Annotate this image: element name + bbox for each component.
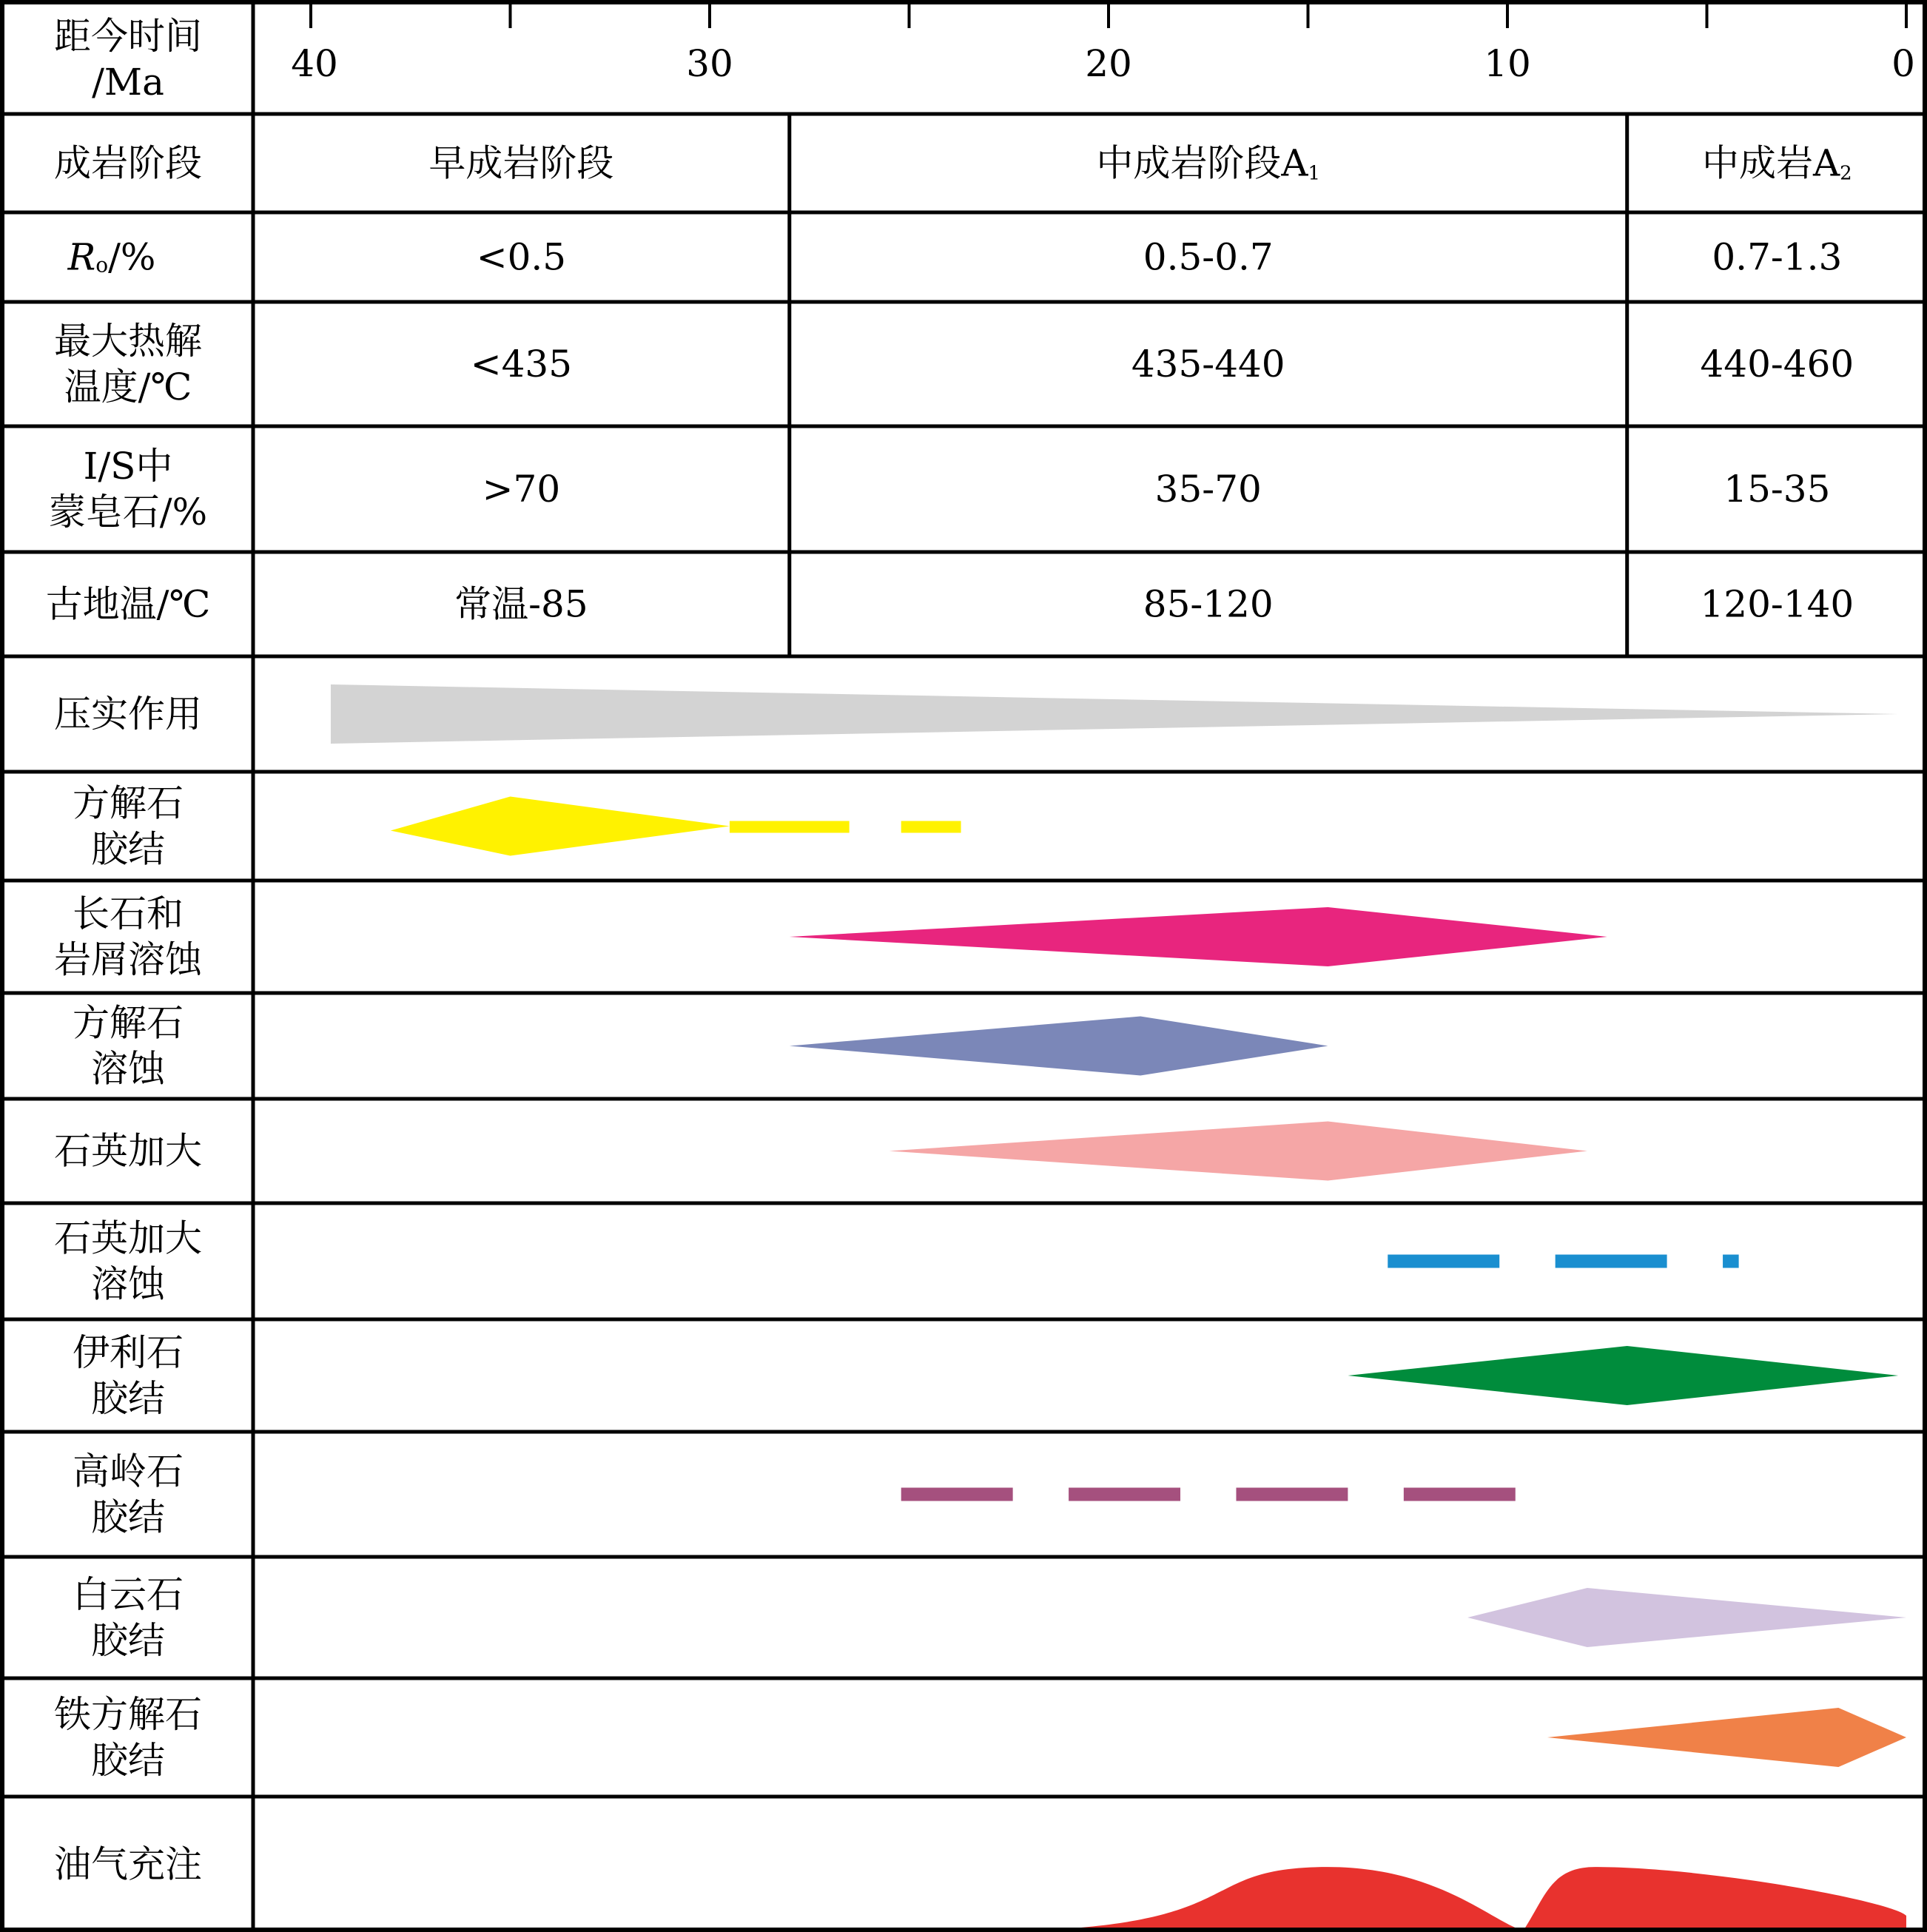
- stage-cell: 中成岩$A_2$: [1702, 141, 1852, 185]
- process-lens: [790, 1017, 1328, 1076]
- process-label-feldspar-dissolution-line-2: 岩屑溶蚀: [54, 938, 202, 981]
- process-mark-feldspar-dissolution: [790, 907, 1607, 966]
- process-label-hydrocarbon-charging-line-1: 油气充注: [54, 1842, 202, 1886]
- stage-row-label-line-2: 蒙皂石/%: [48, 491, 208, 534]
- time-axis-label-line-1: 距今时间: [54, 15, 202, 58]
- time-tick-label: 20: [1085, 42, 1132, 85]
- process-mark-dolomite-cementation: [1467, 1588, 1906, 1647]
- time-axis-label-line-2: /Ma: [92, 61, 164, 104]
- stage-cell: >70: [482, 468, 561, 511]
- stage-cell: 85-120: [1143, 582, 1274, 626]
- process-lens: [889, 1122, 1587, 1181]
- process-label-calcite-dissolution-line-1: 方解石: [73, 1001, 184, 1045]
- process-dash: [1556, 1255, 1667, 1268]
- process-rows: [54, 684, 1906, 1931]
- process-label-dolomite-cementation-line-2: 胶结: [91, 1619, 165, 1662]
- process-mark-calcite-cementation: [391, 797, 961, 856]
- stage-cell: 中成岩阶段$A_1$: [1096, 141, 1321, 185]
- process-dash: [730, 821, 850, 833]
- process-label-calcite-cementation-line-1: 方解石: [73, 781, 184, 825]
- stage-cell: 早成岩阶段: [428, 141, 614, 185]
- process-mark-compaction: [331, 684, 1898, 744]
- process-label-quartz-overgrowth-dissolution-line-1: 石英加大: [54, 1216, 202, 1260]
- time-tick-label: 10: [1484, 42, 1531, 85]
- process-lens: [790, 907, 1607, 966]
- process-label-illite-cementation-line-2: 胶结: [91, 1377, 165, 1420]
- process-label-calcite-dissolution-line-2: 溶蚀: [91, 1047, 165, 1091]
- time-axis-header: [54, 4, 1915, 104]
- stage-row-label-ro: $R_o/\%$: [67, 235, 156, 279]
- process-lens: [1467, 1588, 1906, 1647]
- stage-row-label-line-1: 成岩阶段: [54, 141, 202, 185]
- process-label-feldspar-dissolution-line-1: 长石和: [73, 892, 184, 935]
- process-label-kaolinite-cementation-line-1: 高岭石: [73, 1450, 184, 1493]
- process-mark-calcite-dissolution: [790, 1017, 1328, 1076]
- stage-row-label-line-2: 温度/℃: [64, 366, 192, 408]
- process-label-illite-cementation-line-1: 伊利石: [73, 1331, 184, 1374]
- process-mark-kaolinite-cementation: [901, 1488, 1516, 1501]
- time-tick-label: 30: [686, 42, 733, 85]
- process-dash: [1388, 1255, 1499, 1268]
- stage-row-label-line-1: 古地温/℃: [45, 582, 211, 626]
- stage-cell: <0.5: [476, 235, 567, 279]
- stage-row-label-line-1: 最大热解: [54, 320, 202, 363]
- stage-cell: 0.5-0.7: [1143, 235, 1274, 279]
- process-dash: [1069, 1488, 1180, 1501]
- stage-cell: 435-440: [1131, 343, 1285, 386]
- process-label-dolomite-cementation-line-1: 白云石: [73, 1573, 184, 1616]
- process-dash: [1723, 1255, 1739, 1268]
- stage-cell: 120-140: [1700, 582, 1854, 626]
- process-dash: [1236, 1488, 1348, 1501]
- process-lens: [391, 797, 730, 856]
- time-tick-label: 0: [1891, 42, 1915, 85]
- process-lens: [1348, 1346, 1898, 1405]
- process-label-quartz-overgrowth-line-1: 石英加大: [54, 1129, 202, 1173]
- process-label-ankerite-cementation-line-2: 胶结: [91, 1739, 165, 1782]
- process-dash: [901, 821, 961, 833]
- process-mark-quartz-overgrowth-dissolution: [1388, 1255, 1738, 1268]
- stage-cell: 0.7-1.3: [1712, 235, 1843, 279]
- stage-cell: 15-35: [1723, 468, 1831, 511]
- process-label-calcite-cementation-line-2: 胶结: [91, 827, 165, 871]
- process-mark-quartz-overgrowth: [889, 1122, 1587, 1181]
- process-mark-hydrocarbon-charging: [1029, 1867, 1906, 1931]
- process-lens: [1547, 1708, 1906, 1767]
- process-label-ankerite-cementation-line-1: 铁方解石: [54, 1693, 202, 1736]
- time-tick-label: 40: [291, 42, 338, 85]
- process-mark-ankerite-cementation: [1547, 1708, 1906, 1767]
- process-bar: [331, 684, 1898, 744]
- stage-cell: <435: [470, 343, 573, 386]
- process-dash: [901, 1488, 1013, 1501]
- stage-cell: 35-70: [1154, 468, 1262, 511]
- process-label-kaolinite-cementation-line-2: 胶结: [91, 1495, 165, 1539]
- process-label-compaction-line-1: 压实作用: [54, 693, 202, 736]
- stage-cell: 440-460: [1700, 343, 1854, 386]
- process-dash: [1404, 1488, 1516, 1501]
- process-peaks: [1029, 1867, 1906, 1931]
- stage-row-label-line-1: I/S中: [83, 445, 173, 488]
- stage-cell: 常温-85: [454, 582, 588, 626]
- process-label-quartz-overgrowth-dissolution-line-2: 溶蚀: [91, 1262, 165, 1306]
- process-mark-illite-cementation: [1348, 1346, 1898, 1405]
